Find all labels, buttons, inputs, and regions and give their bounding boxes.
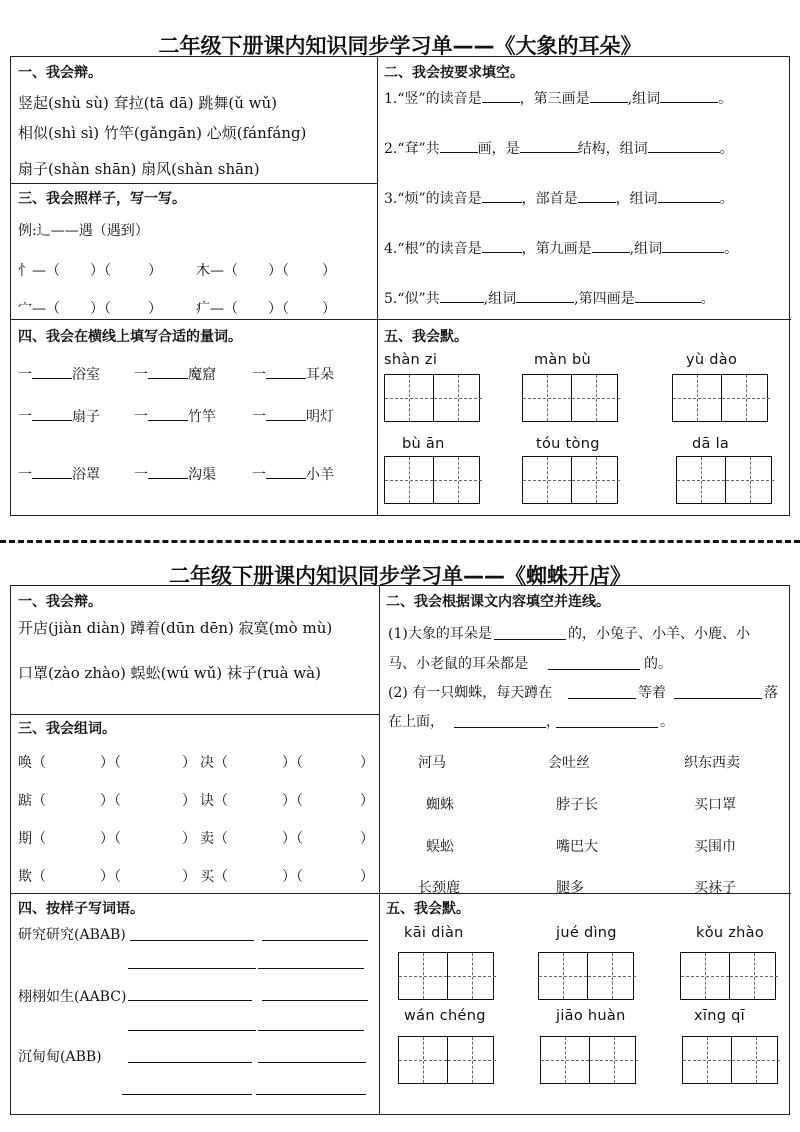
pattern-label: 栩栩如生(AABC)	[18, 989, 127, 1005]
grid-guide	[547, 375, 548, 421]
grid-cell[interactable]	[673, 375, 721, 421]
blank[interactable]	[516, 288, 574, 303]
answer-line[interactable]	[130, 940, 254, 941]
sheet2-s5-heading: 五、我会默。	[386, 901, 470, 917]
sheet2-s2-p1d: 的。	[644, 656, 672, 672]
paren: ）（	[268, 263, 289, 279]
grid-guide	[409, 457, 410, 503]
match-item[interactable]: 长颈鹿	[418, 880, 460, 896]
text-fragment: 1.“竖”的读音是	[384, 91, 482, 107]
pinyin-prompt: xīng qī	[694, 1008, 745, 1024]
match-item[interactable]: 买袜子	[694, 880, 736, 896]
match-item[interactable]: 蜘蛛	[426, 797, 454, 813]
grid-guide	[750, 457, 751, 503]
word-char: 欺	[18, 869, 32, 885]
blank[interactable]	[520, 138, 578, 153]
paren: （	[214, 755, 228, 771]
blank[interactable]	[266, 406, 306, 421]
blank[interactable]	[32, 364, 72, 379]
pinyin-prompt: dā la	[692, 436, 730, 452]
sheet2-s2-p1a: (1)大象的耳朵是	[388, 626, 492, 642]
sheet1-s1-heading: 一、我会辩。	[18, 65, 102, 81]
answer-line[interactable]	[128, 968, 256, 969]
pinyin-prompt: yù dào	[686, 352, 738, 368]
writing-grid[interactable]	[680, 952, 776, 1000]
cut-line	[0, 540, 800, 543]
radical-row-label: 疒—（	[196, 301, 238, 317]
grid-guide	[563, 953, 564, 999]
measure-word-item	[18, 406, 100, 426]
measure-word-item	[18, 464, 100, 484]
grid-guide	[458, 375, 459, 421]
paren: ）	[360, 831, 374, 847]
grid-guide	[596, 457, 597, 503]
grid-cell[interactable]	[385, 457, 433, 503]
text-fragment: ，部首是	[521, 191, 578, 207]
writing-grid[interactable]	[540, 1036, 636, 1084]
pinyin-prompt: màn bù	[534, 352, 592, 368]
radical-row-label: 宀—（	[18, 301, 60, 317]
blank[interactable]	[674, 698, 762, 699]
text-fragment: 。	[719, 191, 734, 207]
grid-guide	[612, 953, 613, 999]
writing-grid[interactable]	[522, 456, 618, 504]
fill-item	[384, 188, 734, 208]
grid-cell[interactable]	[587, 953, 636, 999]
sheet2-s1-line: 口罩(zào zhào) 蜈蚣(wú wǔ) 袜子(ruà wà)	[18, 664, 321, 682]
pinyin-prompt: tóu tòng	[536, 436, 600, 452]
grid-cell[interactable]	[589, 1037, 638, 1083]
word-char: 买	[200, 869, 214, 885]
sheet1-s4-heading: 四、我会在横线上填写合适的量词。	[18, 329, 242, 345]
paren: ）（	[90, 301, 111, 317]
grid-guide	[754, 953, 755, 999]
grid-cell[interactable]	[447, 1037, 496, 1083]
sheet2-s3-heading: 三、我会组词。	[18, 721, 116, 737]
paren: （	[32, 793, 46, 809]
paren: （	[214, 831, 228, 847]
blank[interactable]	[556, 727, 658, 728]
grid-cell[interactable]	[399, 953, 447, 999]
blank[interactable]	[440, 288, 484, 303]
grid-guide	[472, 953, 473, 999]
text-fragment: 。	[719, 141, 734, 157]
blank[interactable]	[648, 138, 720, 153]
grid-cell[interactable]	[731, 1037, 780, 1083]
pinyin-prompt: kāi diàn	[404, 925, 464, 941]
grid-cell[interactable]	[523, 375, 571, 421]
blank[interactable]	[32, 464, 72, 479]
writing-grid[interactable]	[672, 374, 768, 422]
grid-cell[interactable]	[539, 953, 587, 999]
sheet2-s2-p2b: 等着	[638, 685, 666, 701]
text-fragment: 2.“耷”共	[384, 141, 440, 157]
blank[interactable]	[548, 669, 640, 670]
text-fragment: 竹竿	[188, 409, 216, 425]
text-fragment: 一	[18, 467, 32, 483]
paren: ）（	[100, 755, 121, 771]
answer-line[interactable]	[258, 1062, 366, 1063]
grid-cell[interactable]	[571, 457, 620, 503]
match-item[interactable]: 织东西卖	[684, 755, 740, 771]
blank[interactable]	[482, 238, 522, 253]
answer-line[interactable]	[258, 1030, 364, 1031]
measure-word-item	[134, 406, 216, 426]
blank[interactable]	[32, 406, 72, 421]
text-fragment: 一	[134, 467, 148, 483]
writing-grid[interactable]	[682, 1036, 778, 1084]
answer-line[interactable]	[128, 1000, 252, 1001]
grid-cell[interactable]	[729, 953, 778, 999]
answer-line[interactable]	[122, 1094, 252, 1095]
writing-grid[interactable]	[398, 1036, 494, 1084]
text-fragment: 一	[134, 409, 148, 425]
fill-item	[384, 238, 738, 258]
grid-cell[interactable]	[433, 375, 482, 421]
answer-line[interactable]	[258, 968, 364, 969]
sheet2-s2-p2c: 落	[764, 685, 778, 701]
blank[interactable]	[482, 188, 522, 203]
paren: ）	[182, 793, 196, 809]
sheet2-s2-p1c: 马、小老鼠的耳朵都是	[388, 656, 528, 672]
pinyin-prompt: jiāo huàn	[556, 1008, 626, 1024]
measure-word-item	[18, 364, 100, 384]
blank[interactable]	[578, 188, 616, 203]
text-fragment: 。	[724, 241, 739, 257]
paren: ）（	[282, 755, 303, 771]
grid-cell[interactable]	[681, 953, 729, 999]
pinyin-prompt: jué dìng	[556, 925, 617, 941]
paren: ）	[148, 301, 162, 317]
text-fragment: 画，是	[477, 141, 520, 157]
sheet2-s4-heading: 四、按样子写词语。	[18, 901, 144, 917]
grid-guide	[423, 953, 424, 999]
blank[interactable]	[148, 364, 188, 379]
text-fragment: 一	[252, 467, 266, 483]
match-item[interactable]: 嘴巴大	[556, 839, 598, 855]
blank[interactable]	[635, 288, 701, 303]
text-fragment: 扇子	[72, 409, 100, 425]
match-item[interactable]: 买口罩	[694, 797, 736, 813]
paren: ）	[322, 263, 336, 279]
writing-grid[interactable]	[384, 374, 480, 422]
paren: ）（	[100, 793, 121, 809]
text-fragment: 5.“似”共	[384, 291, 440, 307]
grid-cell[interactable]	[433, 457, 482, 503]
pattern-label: 沉甸甸(ABB)	[18, 1049, 102, 1065]
measure-word-item	[252, 464, 334, 484]
word-char: 卖	[200, 831, 214, 847]
blank[interactable]	[148, 406, 188, 421]
sheet1-s3-example: 例:辶——遇（遇到）	[18, 223, 149, 239]
grid-cell[interactable]	[541, 1037, 589, 1083]
grid-cell[interactable]	[447, 953, 496, 999]
answer-line[interactable]	[128, 1062, 252, 1063]
text-fragment: 4.“根”的读音是	[384, 241, 482, 257]
grid-cell[interactable]	[523, 457, 571, 503]
sheet2-s2-p2e: ，	[546, 714, 560, 730]
grid-cell[interactable]	[399, 1037, 447, 1083]
grid-cell[interactable]	[385, 375, 433, 421]
paren: ）	[182, 831, 196, 847]
sheet2-title: 二年级下册课内知识同步学习单——《蜘蛛开店》	[169, 564, 631, 588]
grid-guide	[409, 375, 410, 421]
grid-guide	[701, 457, 702, 503]
text-fragment: 魔窟	[188, 367, 216, 383]
text-fragment: 3.“烦”的读音是	[384, 191, 482, 207]
grid-guide	[423, 1037, 424, 1083]
text-fragment: 一	[18, 367, 32, 383]
text-fragment: 。	[718, 91, 733, 107]
text-fragment: 。	[700, 291, 715, 307]
sheet1-s2-heading: 二、我会按要求填空。	[384, 65, 524, 81]
sheet2-s1-line: 开店(jiàn diàn) 蹲着(dūn dēn) 寂寞(mò mù)	[18, 619, 333, 637]
match-item[interactable]: 会吐丝	[548, 755, 590, 771]
paren: （	[32, 869, 46, 885]
sheet2-s2-heading: 二、我会根据课文内容填空并连线。	[386, 594, 610, 610]
grid-guide	[707, 1037, 708, 1083]
paren: （	[214, 869, 228, 885]
writing-grid[interactable]	[384, 456, 480, 504]
grid-cell[interactable]	[683, 1037, 731, 1083]
blank[interactable]	[482, 88, 520, 103]
text-fragment: 结构，组词	[577, 141, 648, 157]
text-fragment: 明灯	[306, 409, 334, 425]
grid-guide	[756, 1037, 757, 1083]
blank[interactable]	[440, 138, 478, 153]
paren: ）	[360, 755, 374, 771]
blank[interactable]	[662, 238, 724, 253]
sheet1-s1-line: 扇子(shàn shān) 扇风(shàn shān)	[18, 160, 260, 178]
text-fragment: 耳朵	[306, 367, 334, 383]
pinyin-prompt: kǒu zhào	[696, 925, 765, 941]
grid-guide	[697, 375, 698, 421]
paren: ）	[182, 755, 196, 771]
answer-line[interactable]	[262, 1000, 368, 1001]
word-char: 决	[200, 755, 214, 771]
pinyin-prompt: shàn zi	[384, 352, 438, 368]
match-item[interactable]: 河马	[418, 755, 446, 771]
radical-row-label: 木—（	[196, 263, 238, 279]
paren: ）	[148, 263, 162, 279]
word-char: 唤	[18, 755, 32, 771]
fill-item	[384, 88, 732, 108]
sheet1-s1-line: 相似(shì sì) 竹竿(gǎngān) 心烦(fánfáng)	[18, 124, 307, 142]
text-fragment: 一	[252, 367, 266, 383]
word-char: 期	[18, 831, 32, 847]
blank[interactable]	[266, 464, 306, 479]
text-fragment: ，第三画是	[519, 91, 590, 107]
grid-guide	[565, 1037, 566, 1083]
word-char: 诀	[200, 793, 214, 809]
match-item[interactable]: 腿多	[556, 880, 584, 896]
blank[interactable]	[658, 188, 720, 203]
blank[interactable]	[148, 464, 188, 479]
text-fragment: 沟渠	[188, 467, 216, 483]
sheet2-s1-heading: 一、我会辩。	[18, 594, 102, 610]
word-char: 踮	[18, 793, 32, 809]
paren: （	[32, 831, 46, 847]
match-item[interactable]: 脖子长	[556, 797, 598, 813]
answer-line[interactable]	[256, 1094, 366, 1095]
paren: ）	[182, 869, 196, 885]
match-item[interactable]: 买围巾	[694, 839, 736, 855]
text-fragment: ，组词	[615, 191, 658, 207]
paren: （	[214, 793, 228, 809]
paren: ）（	[282, 793, 303, 809]
text-fragment: 一	[252, 409, 266, 425]
grid-cell[interactable]	[571, 375, 620, 421]
answer-line[interactable]	[128, 1030, 256, 1031]
blank[interactable]	[568, 698, 636, 699]
sheet2-s2-p2d: 在上面，	[388, 714, 444, 730]
blank[interactable]	[266, 364, 306, 379]
text-fragment: ,第四画是	[574, 291, 635, 307]
writing-grid[interactable]	[522, 374, 618, 422]
text-fragment: ,组词	[629, 241, 663, 257]
measure-word-item	[134, 464, 216, 484]
blank[interactable]	[454, 727, 546, 728]
text-fragment: 一	[18, 409, 32, 425]
paren: ）	[322, 301, 336, 317]
radical-row-label: 忄—（	[18, 263, 60, 279]
sheet1-s1-line: 竖起(shù sù) 耷拉(tā dā) 跳舞(ǔ wǔ)	[18, 94, 278, 112]
grid-guide	[746, 375, 747, 421]
blank[interactable]	[592, 238, 630, 253]
paren: ）	[360, 793, 374, 809]
grid-cell[interactable]	[677, 457, 725, 503]
paren: （	[32, 755, 46, 771]
paren: ）（	[100, 831, 121, 847]
sheet2-s2-p2a: (2) 有一只蜘蛛，每天蹲在	[388, 685, 553, 701]
text-fragment: 小羊	[306, 467, 334, 483]
text-fragment: ,组词	[627, 91, 661, 107]
grid-guide	[547, 457, 548, 503]
grid-guide	[596, 375, 597, 421]
paren: ）（	[268, 301, 289, 317]
blank[interactable]	[494, 639, 566, 640]
grid-guide	[614, 1037, 615, 1083]
pinyin-prompt: wán chéng	[404, 1008, 486, 1024]
text-fragment: 浴室	[72, 367, 100, 383]
writing-grid[interactable]	[676, 456, 772, 504]
grid-guide	[472, 1037, 473, 1083]
writing-grid[interactable]	[538, 952, 634, 1000]
fill-item	[384, 138, 734, 158]
grid-cell[interactable]	[725, 457, 774, 503]
paren: ）（	[90, 263, 111, 279]
match-item[interactable]: 蜈蚣	[426, 839, 454, 855]
fill-item	[384, 288, 715, 308]
measure-word-item	[252, 406, 334, 426]
paren: ）（	[282, 831, 303, 847]
measure-word-item	[134, 364, 216, 384]
answer-line[interactable]	[262, 940, 368, 941]
blank[interactable]	[660, 88, 718, 103]
grid-guide	[705, 953, 706, 999]
measure-word-item	[252, 364, 334, 384]
paren: ）（	[100, 869, 121, 885]
grid-guide	[458, 457, 459, 503]
sheet1-title: 二年级下册课内知识同步学习单——《大象的耳朵》	[158, 34, 642, 58]
pinyin-prompt: bù ān	[402, 436, 445, 452]
paren: ）（	[282, 869, 303, 885]
paren: ）	[360, 869, 374, 885]
text-fragment: 一	[134, 367, 148, 383]
sheet1-s3-heading: 三、我会照样子，写一写。	[18, 191, 186, 207]
blank[interactable]	[590, 88, 628, 103]
text-fragment: 浴罩	[72, 467, 100, 483]
text-fragment: ，第九画是	[521, 241, 592, 257]
grid-cell[interactable]	[721, 375, 770, 421]
pattern-label: 研究研究(ABAB)	[18, 927, 126, 943]
sheet2-s2-p1b: 的，小兔子、小羊、小鹿、小	[568, 626, 750, 642]
sheet1-s5-heading: 五、我会默。	[384, 329, 468, 345]
writing-grid[interactable]	[398, 952, 494, 1000]
sheet2-s2-p2f: 。	[660, 714, 674, 730]
text-fragment: ,组词	[483, 291, 517, 307]
